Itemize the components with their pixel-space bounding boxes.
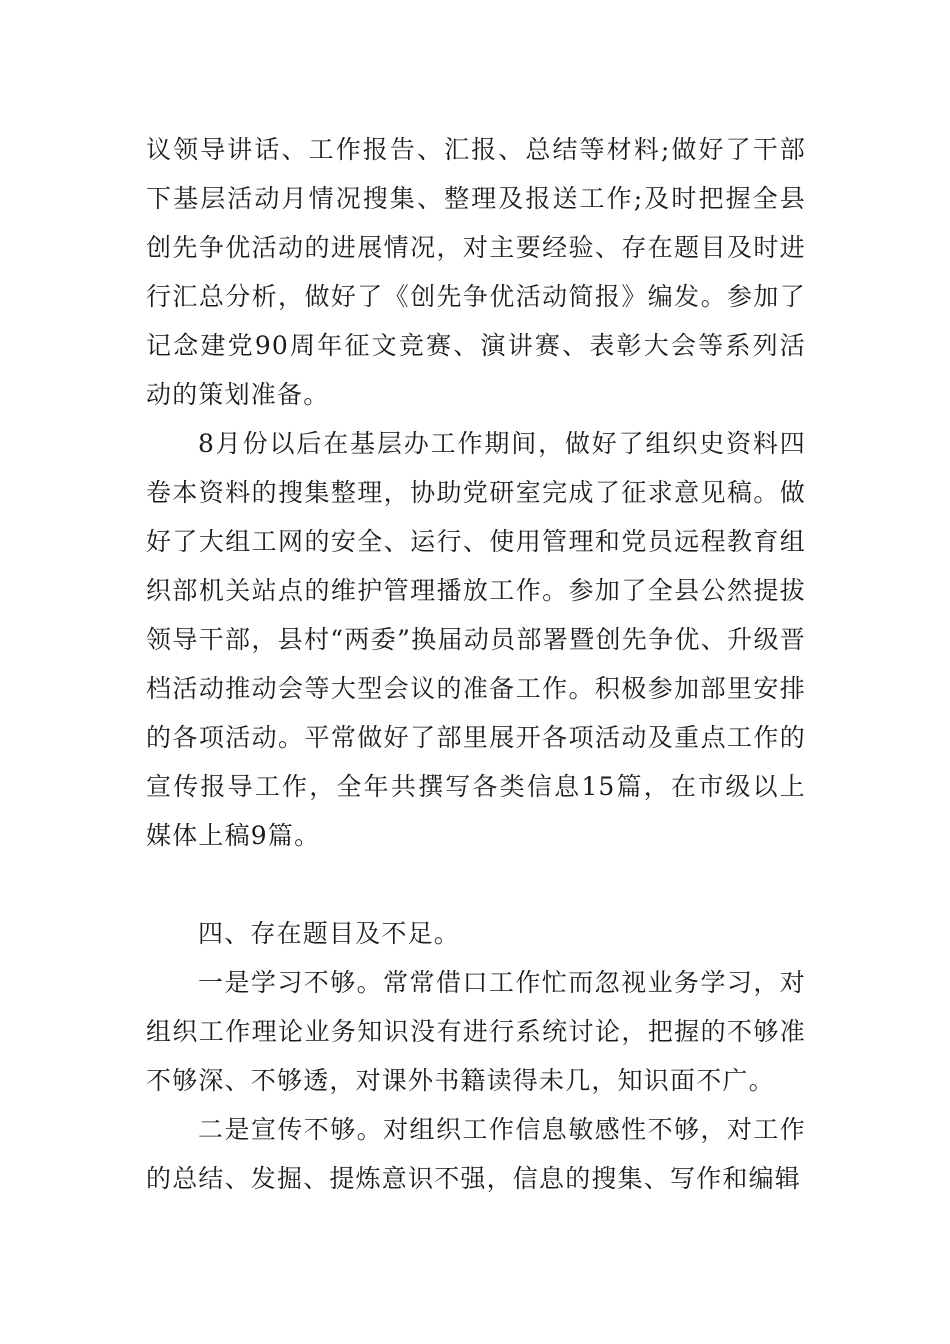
paragraph-continuation: 议领导讲话、工作报告、汇报、总结等材料;做好了干部下基层活动月情况搜集、整理及报送工作;及时把握全县创先争优活动的进展情况，对主要经验、存在题目及时进行汇总分析，做好了《创先争优活动简报》编发。参加了记念建党90周年征文竞赛、演讲赛、表彰大会等系列活动的策划准备。: [146, 135, 806, 409]
document-body: [146, 125, 806, 1203]
section-heading-problems: 四、存在题目及不足。: [198, 919, 461, 948]
paragraph-study-insufficient: 一是学习不够。常常借口工作忙而忽视业务学习，对组织工作理论业务知识没有进行系统讨论，把握的不够准不够深、不够透，对课外书籍读得未几，知识面不广。: [146, 968, 806, 1095]
paragraph-publicity-insufficient: 二是宣传不够。对组织工作信息敏感性不够，对工作的总结、发掘、提炼意识不强，信息的搜集、写作和编辑: [146, 1115, 806, 1193]
paragraph-august-work: 8月份以后在基层办工作期间，做好了组织史资料四卷本资料的搜集整理，协助党研室完成了征求意见稿。做好了大组工网的安全、运行、使用管理和党员远程教育组织部机关站点的维护管理播放工作。参加了全县公然提拔领导干部，县村“两委”换届动员部署暨创先争优、升级晋档活动推动会等大型会议的准备工作。积极参加部里安排的各项活动。平常做好了部里展开各项活动及重点工作的宣传报导工作，全年共撰写各类信息15篇，在市级以上媒体上稿9篇。: [146, 429, 806, 850]
